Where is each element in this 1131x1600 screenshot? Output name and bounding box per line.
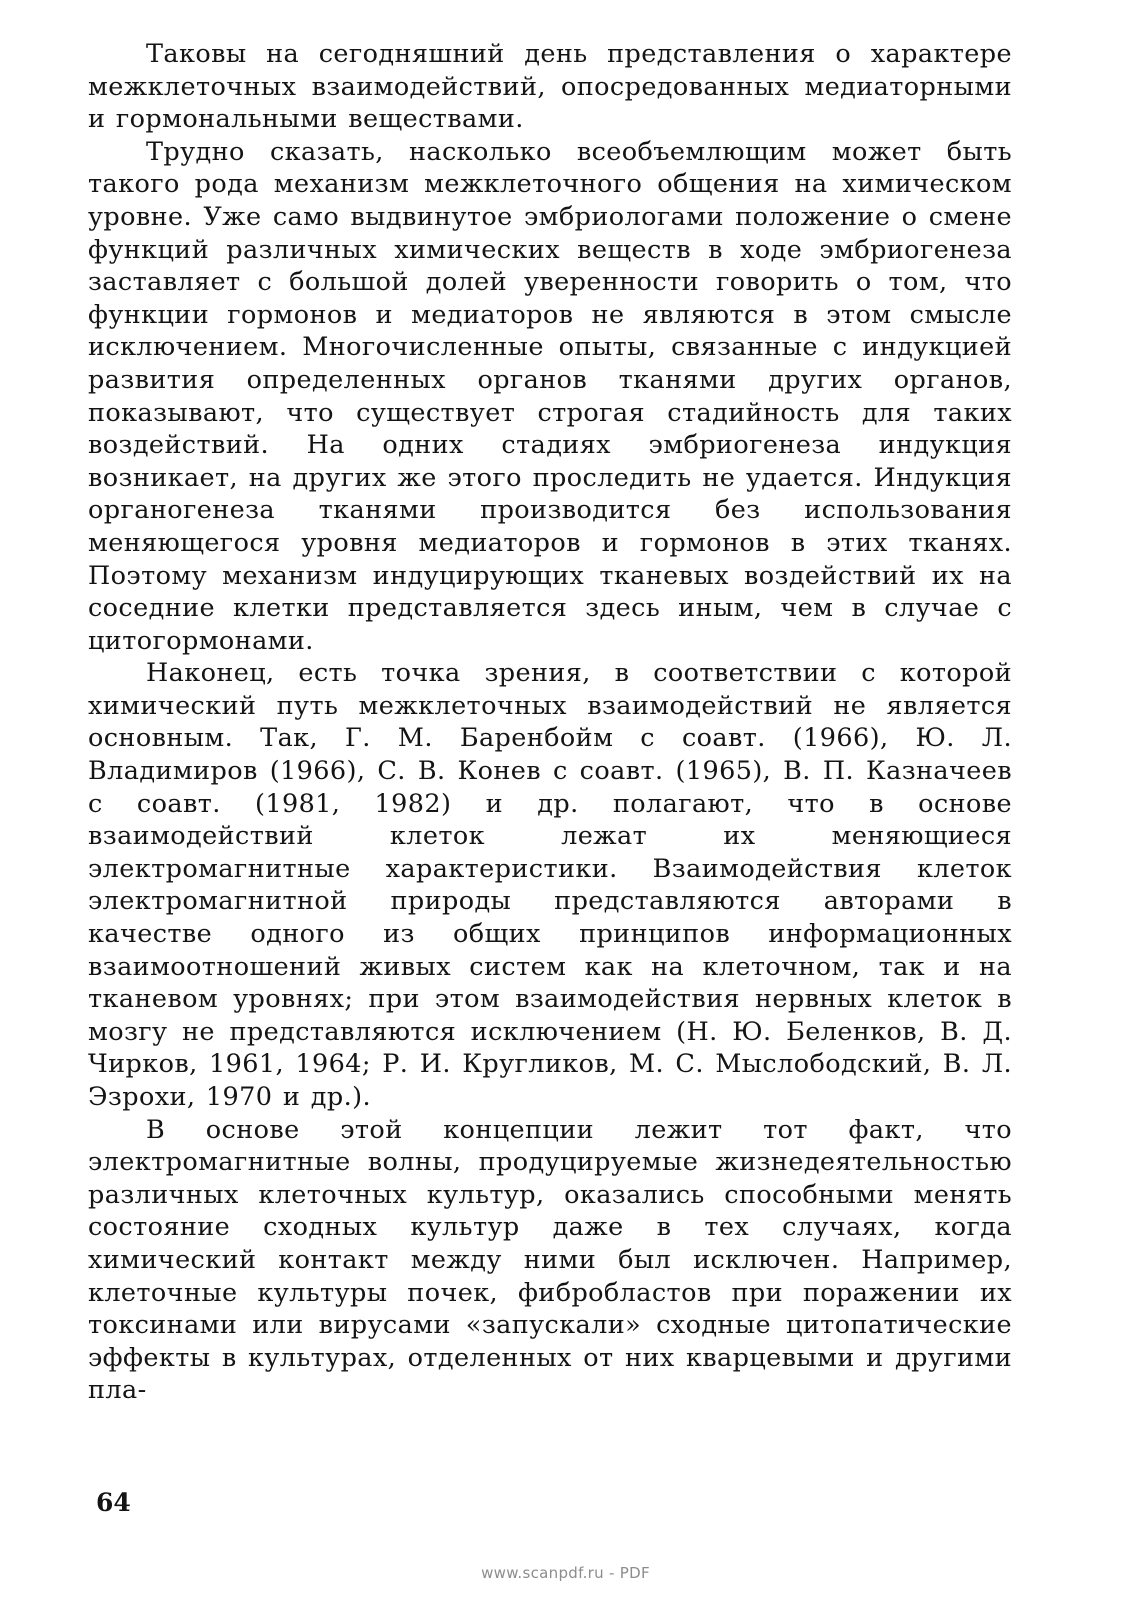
paragraph-3: Наконец, есть точка зрения, в соответствии с которой химический путь межклеточных взаимодействий не является основным. Так, Г. М. Баренбойм с соавт. (1966), Ю. Л. Владимиров (1966), С. В. Конев с соавт. (1965), В. П. Казначеев с соавт. (1981, 1982) и др. полагают, что в основе взаимодействий клеток лежат их меняющиеся электромагнитные характеристики. Взаимодействия клеток электромагнитной природы представляются авторами в качестве одного из общих принципов информационных взаимоотношений живых систем как на клеточном, так и на тканевом уровнях; при этом взаимодействия нервных клеток в мозгу не представляются исключением (Н. Ю. Беленков, В. Д. Чирков, 1961, 1964; Р. И. Кругликов, М. С. Мыслободский, В. Л. Эзрохи, 1970 и др.). [88, 658, 1012, 1112]
page-number: 64 [96, 1488, 131, 1517]
page-body [88, 38, 1012, 1407]
paragraph-1: Таковы на сегодняшний день представления о характере межклеточных взаимодействий, опосредованных медиаторными и гормональными веществами. [88, 39, 1012, 135]
paragraph-2: Трудно сказать, насколько всеобъемлющим может быть такого рода механизм межклеточного общения на химическом уровне. Уже само выдвинутое эмбриологами положение о смене функций различных химических веществ в ходе эмбриогенеза заставляет с большой долей уверенности говорить о том, что функции гормонов и медиаторов не являются в этом смысле исключением. Многочисленные опыты, связанные с индукцией развития определенных органов тканями других органов, показывают, что существует строгая стадийность для таких воздействий. На одних стадиях эмбриогенеза индукция возникает, на других же этого проследить не удается. Индукция органогенеза тканями производится без использования меняющегося уровня медиаторов и гормонов в этих тканях. Поэтому механизм индуцирующих тканевых воздействий их на соседние клетки представляется здесь иным, чем в случае с цитогормонами. [88, 136, 1012, 656]
watermark: www.scanpdf.ru - PDF [481, 1564, 650, 1582]
paragraph-4: В основе этой концепции лежит тот факт, что электромагнитные волны, продуцируемые жизнедеятельностью различных клеточных культур, оказались способными менять состояние сходных культур даже в тех случаях, когда химический контакт между ними был исключен. Например, клеточные культуры почек, фибробластов при поражении их токсинами или вирусами «запускали» сходные цитопатические эффекты в культурах, отделенных от них кварцевыми и другими пла- [88, 1114, 1012, 1406]
